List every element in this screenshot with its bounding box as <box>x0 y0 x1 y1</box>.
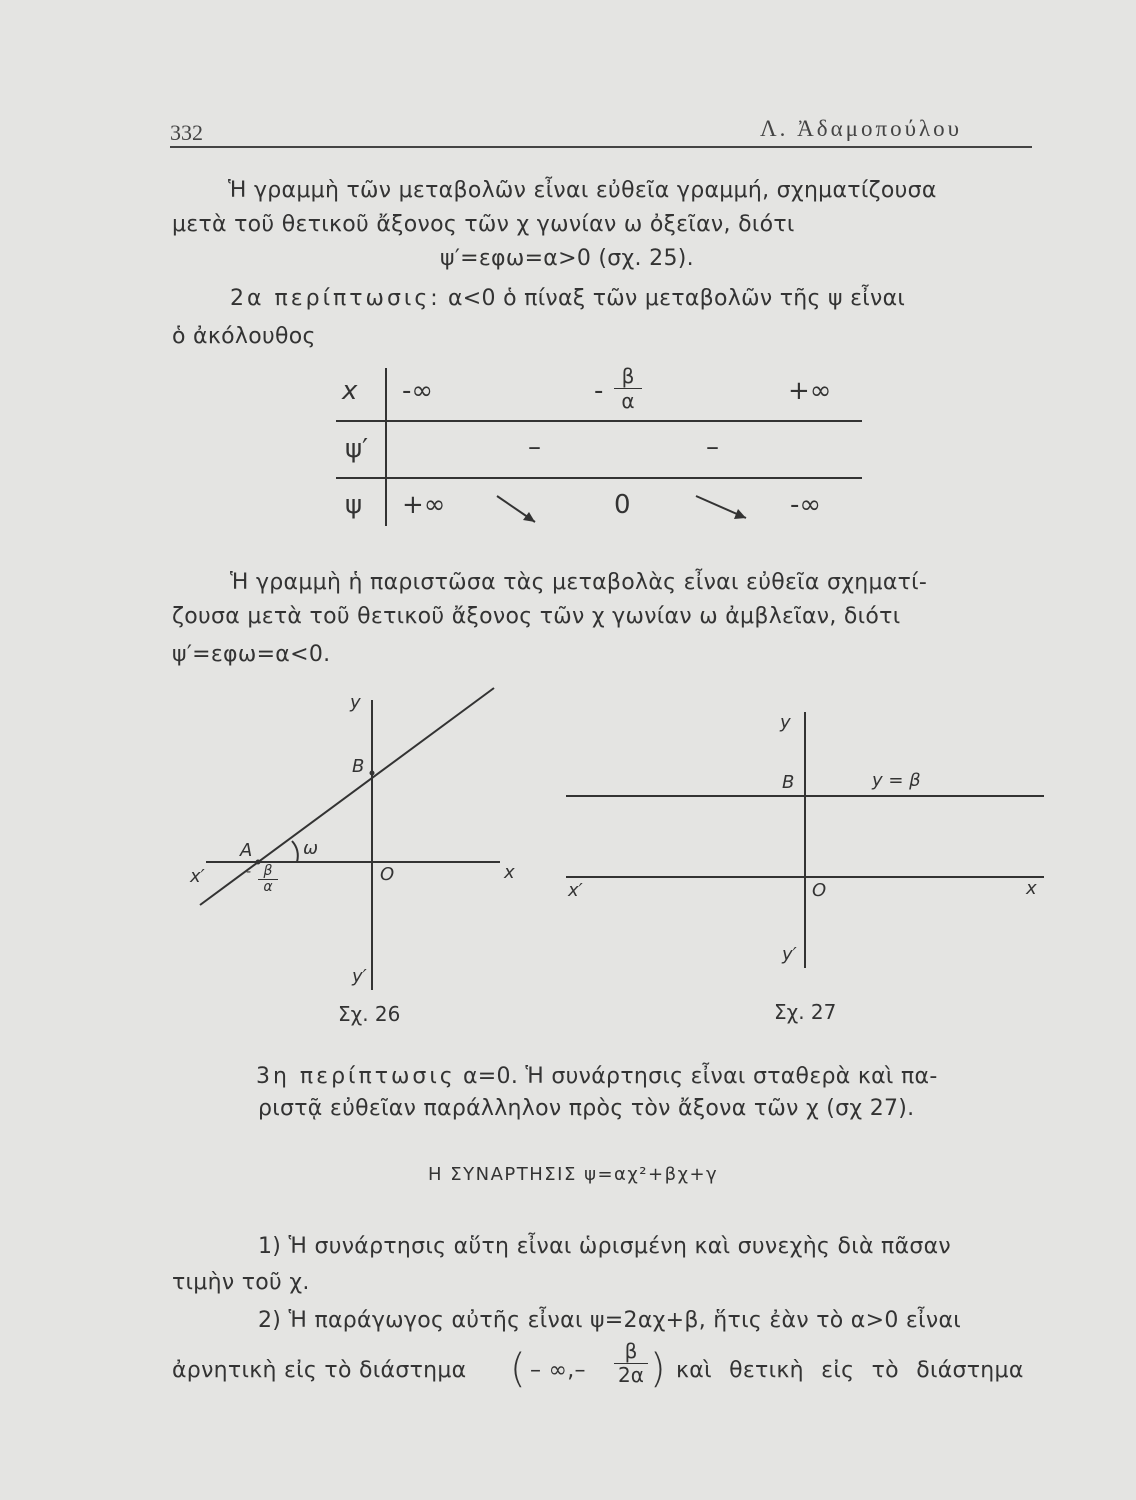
case2-line2: ὁ ἀκόλουθος <box>172 324 316 349</box>
fig26-label-B: B <box>352 756 365 777</box>
para3-line1: Ἡ γραμμὴ ἡ παριστῶσα τὰς μεταβολὰς εἶναι εὐθεῖα σχηματί- <box>230 570 928 595</box>
fig26-frac-num: β <box>263 863 273 879</box>
item1-line1: 1) Ἡ συνάρτησις αὕτη εἶναι ὡρισμένη καὶ συνεχὴς διὰ πᾶσαν <box>258 1234 952 1259</box>
interval-close-paren: ) <box>650 1346 666 1392</box>
table-x-c1: -∞ <box>402 376 434 406</box>
interval-left: – ∞,– <box>530 1358 586 1383</box>
item2-line2-start: ἀρνητικὴ εἰς τὸ διάστημα <box>172 1358 467 1383</box>
table-x-c3: +∞ <box>788 376 832 406</box>
table-x-label: x <box>342 376 358 406</box>
interval-open-paren: ( <box>510 1346 526 1392</box>
table-x-c2-sign: - <box>594 376 604 406</box>
table-dpsi-c2: – <box>706 432 719 462</box>
fig26-label-y-prime: y′ <box>352 966 367 987</box>
para3-line3: ψ′=εφω=α<0. <box>172 642 331 667</box>
fig27-label-y-prime: y′ <box>782 944 797 965</box>
fig26-label-y: y <box>350 692 361 713</box>
table-psi-label: ψ <box>345 490 363 520</box>
case3-line2: ριστᾷ εὐθεῖαν παράλληλον πρὸς τὸν ἄξονα τῶν χ (σχ 27). <box>258 1096 915 1121</box>
interval-frac <box>614 1340 648 1387</box>
case2-rest: α<0 ὁ πίναξ τῶν μεταβολῶν τῆς ψ εἶναι <box>447 286 906 311</box>
fig27-label-O: O <box>812 880 827 901</box>
table-psi-c1: +∞ <box>402 490 446 520</box>
fig27-label-x: x <box>1026 878 1037 899</box>
fig27-label-y: y <box>780 712 791 733</box>
item2-line2-end: καὶ θετικὴ εἰς τὸ διάστημα <box>676 1358 1024 1383</box>
para3-line2: ζουσα μετὰ τοῦ θετικοῦ ἄξονος τῶν χ γωνίαν ω ἀμβλεῖαν, διότι <box>172 604 901 629</box>
fig27-label-x-prime: x′ <box>568 880 583 901</box>
fig26-label-A: A <box>240 840 253 861</box>
fig26-label-omega: ω <box>303 838 319 859</box>
case2-label: 2α περίπτωσις: <box>230 286 441 311</box>
table-x-c2-num: β <box>621 364 635 388</box>
fig26-label-O: O <box>380 864 395 885</box>
fig26-frac-den: α <box>263 879 273 895</box>
item2-line1: 2) Ἡ παράγωγος αὐτῆς εἶναι ψ=2αχ+β, ἥτις ἐὰν τὸ α>0 εἶναι <box>258 1308 961 1333</box>
section-title: Η ΣΥΝΑΡΤΗΣΙΣ ψ=αχ²+βχ+γ <box>428 1164 719 1185</box>
fig26-label-x-prime: x′ <box>190 866 205 887</box>
item1-line2: τιμὴν τοῦ χ. <box>172 1270 310 1295</box>
table-psi-c2: 0 <box>614 490 631 520</box>
table-dpsi-c1: – <box>528 432 541 462</box>
case3-line1 <box>256 1064 938 1089</box>
para1-formula: ψ′=εφω=α>0 (σχ. 25). <box>440 246 694 271</box>
page-number: 332 <box>170 120 203 145</box>
para1-line2: μετὰ τοῦ θετικοῦ ἄξονος τῶν χ γωνίαν ω ὀξεῖαν, διότι <box>172 212 795 237</box>
interval-den: 2α <box>618 1363 644 1387</box>
fig27-label-B: B <box>782 772 795 793</box>
running-author: Λ. Ἀδαμοπούλου <box>760 116 963 141</box>
para1-line1: Ἡ γραμμὴ τῶν μεταβολῶν εἶναι εὐθεῖα γραμμή, σχηματίζουσα <box>228 178 937 203</box>
fig26-label-x: x <box>504 862 515 883</box>
fig27-caption: Σχ. 27 <box>774 1000 837 1024</box>
table-x-c2-den: α <box>621 389 635 413</box>
fig26-frac-sign: - <box>246 864 252 880</box>
fig26-caption: Σχ. 26 <box>338 1002 401 1026</box>
fig27-line-label: y = β <box>872 770 921 791</box>
table-psi-c3: -∞ <box>790 490 822 520</box>
case3-rest: α=0. Ἡ συνάρτησις εἶναι σταθερὰ καὶ πα- <box>463 1064 938 1089</box>
case3-label: 3η περίπτωσις <box>256 1064 456 1089</box>
interval-num: β <box>624 1339 638 1363</box>
table-dpsi-label: ψ′ <box>345 434 369 464</box>
